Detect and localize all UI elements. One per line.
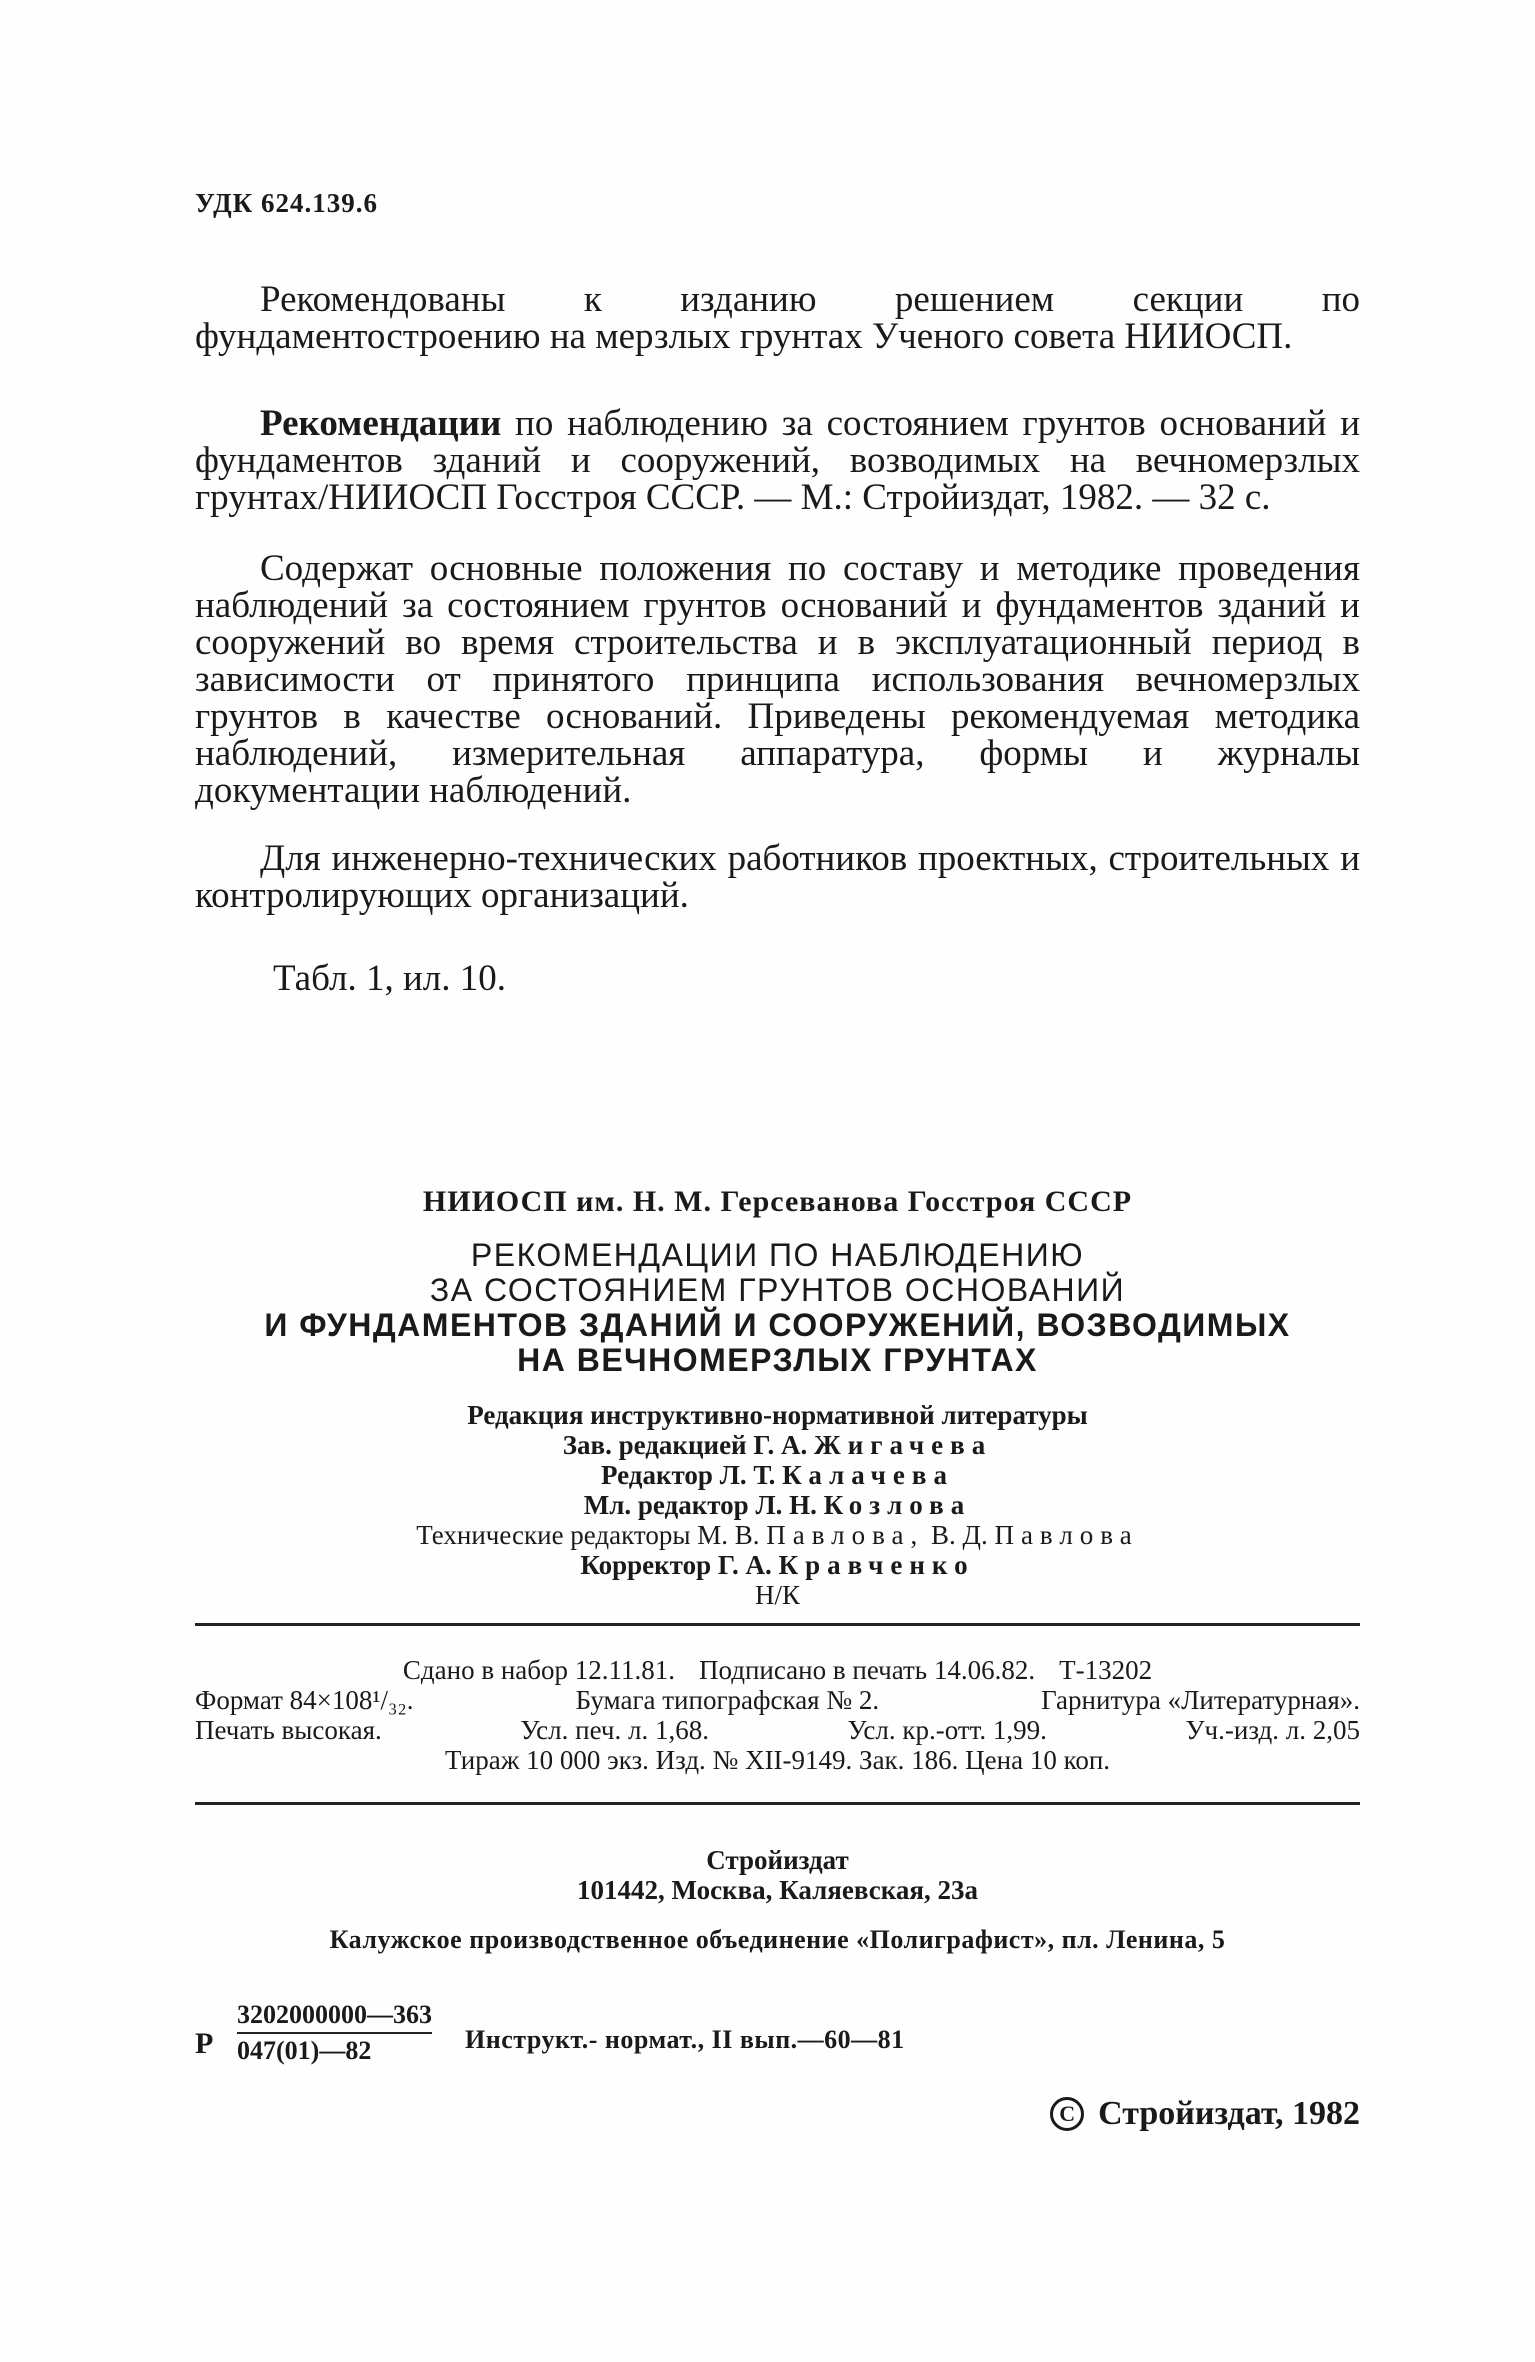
print-type: Печать высокая. (195, 1715, 382, 1745)
bibliographic-rest: по наблюдению за состоянием грунтов оснований и фундаментов зданий и сооружений, возводимых на вечномерзлых грунтах/НИИОСП Госстроя СССР. — М.: Стройиздат, 1982. — 32 с. (195, 403, 1360, 518)
typeface: Гарнитура «Литературная». (1041, 1685, 1360, 1715)
print-run: Тираж 10 000 экз. Изд. № XII-9149. Зак. 186. Цена 10 коп. (444, 1745, 1111, 1775)
technical-editors (195, 1520, 1360, 1550)
abstract: Содержат основные положения по составу и методике проведения наблюдений за состоянием грунтов оснований и фундаментов зданий и сооружений во время строительства и в эксплуатационный период в зависимости от принятого принципа использования вечномерзлых грунтов в качестве оснований. Приведены рекомендуемая методика наблюдений, измерительная аппаратура, формы и журналы документации наблюдений. (195, 548, 1360, 811)
bibliographic-lead: Рекомендации (260, 403, 502, 444)
code-numerator: 3202000000—363 (237, 2000, 432, 2034)
printer-line: Калужское производственное объединение «Полиграфист», пл. Ленина, 5 (329, 1925, 1226, 1954)
credits-block (195, 1400, 1360, 1610)
title-line-3: И ФУНДАМЕНТОВ ЗДАНИЙ И СООРУЖЕНИЙ, ВОЗВОДИМЫХ (264, 1307, 1291, 1343)
head-editor (195, 1430, 1360, 1460)
publisher-address: 101442, Москва, Каляевская, 23а (576, 1875, 979, 1905)
publisher-block (195, 1845, 1360, 1905)
copyright-icon: C (1050, 2097, 1084, 2131)
junior-editor-label: Мл. редактор Л. Н. (583, 1490, 817, 1520)
usl-pech: Усл. печ. л. 1,68. (520, 1715, 709, 1745)
copyright-text: Стройиздат, 1982 (1098, 2095, 1360, 2132)
editorial-office: Редакция инструктивно-нормативной литературы (467, 1400, 1088, 1430)
uch-izd: Уч.-изд. л. 2,05 (1185, 1715, 1360, 1745)
submitted-date: Сдано в набор 12.11.81. (402, 1655, 676, 1685)
bibliographic-record (195, 405, 1360, 516)
code-tail: Инструкт.- нормат., II вып.—60—81 (465, 2025, 905, 2054)
corrector-label: Корректор Г. А. (580, 1550, 772, 1580)
title-line-2: ЗА СОСТОЯНИЕМ ГРУНТОВ ОСНОВАНИЙ (429, 1272, 1126, 1308)
junior-editor-name: Козлова (823, 1490, 972, 1520)
signed-date: Подписано в печать 14.06.82. (699, 1655, 1036, 1685)
head-editor-name: Жигачева (814, 1430, 993, 1460)
divider-top (195, 1623, 1360, 1626)
audience-note: Для инженерно-технических работников проектных, строительных и контролирующих организаций. (195, 838, 1360, 916)
udc-code: УДК 624.139.6 (195, 188, 378, 218)
format: Формат 84×108¹/₃₂. (195, 1685, 414, 1715)
corrector-name: Кравченко (778, 1550, 975, 1580)
editor (195, 1460, 1360, 1490)
title-line-1: РЕКОМЕНДАЦИИ ПО НАБЛЮДЕНИЮ (470, 1237, 1085, 1273)
tech-editors-label: Технические редакторы М. В. (416, 1520, 760, 1550)
recommendation-note: Рекомендованы к изданию решением секции по фундаментостроению на мерзлых грунтах Ученого совета НИИОСП. (195, 279, 1360, 357)
usl-kr: Усл. кр.-отт. 1,99. (847, 1715, 1047, 1745)
nk-mark: Н/К (754, 1580, 800, 1610)
junior-editor (195, 1490, 1360, 1520)
institute-name: НИИОСП им. Н. М. Герсеванова Госстроя СССР (422, 1185, 1133, 1218)
divider-bottom (195, 1802, 1360, 1805)
print-row-2 (195, 1685, 1360, 1715)
copyright (1050, 2095, 1360, 2133)
code-fraction (237, 2000, 432, 2066)
print-row-1 (195, 1655, 1360, 1685)
code-denominator: 047(01)—82 (237, 2036, 372, 2065)
corrector (195, 1550, 1360, 1580)
catalog-code (195, 2000, 1360, 2090)
title-line-4: НА ВЕЧНОМЕРЗЛЫХ ГРУНТАХ (517, 1342, 1038, 1378)
editor-label: Редактор Л. Т. (601, 1460, 776, 1490)
tech-editor-initials-2: В. Д. (931, 1520, 988, 1550)
code-letter: Р (195, 2027, 214, 2060)
editor-name: Калачева (782, 1460, 954, 1490)
book-title (195, 1238, 1360, 1378)
print-row-4 (195, 1745, 1360, 1775)
publisher-name: Стройиздат (706, 1845, 849, 1875)
print-details (195, 1655, 1360, 1775)
t-number: Т-13202 (1059, 1655, 1153, 1685)
tech-editor-name-1: Павлова, (766, 1520, 925, 1550)
tables-illustrations-count: Табл. 1, ил. 10. (273, 958, 506, 999)
tech-editor-name-2: Павлова (994, 1520, 1139, 1550)
print-row-3 (195, 1715, 1360, 1745)
paper: Бумага типографская № 2. (575, 1685, 880, 1715)
head-editor-label: Зав. редакцией Г. А. (562, 1430, 808, 1460)
